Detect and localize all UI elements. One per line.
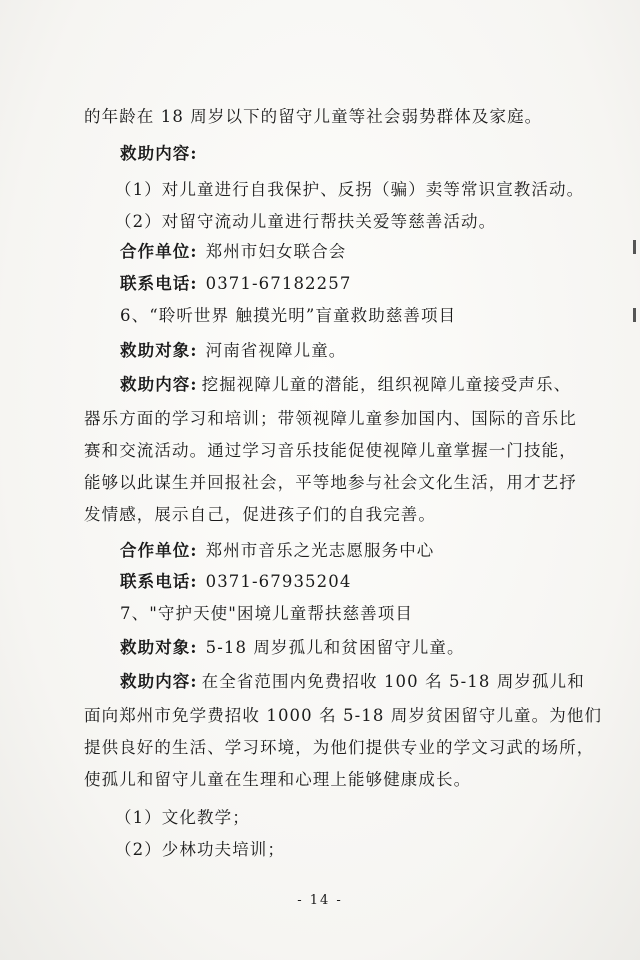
- text-line: 面向郑州市免学费招收 1000 名 5-18 周岁贫困留守儿童。为他们: [84, 706, 603, 725]
- field-label: 救助内容:: [120, 144, 198, 163]
- text-line: 器乐方面的学习和培训；带领视障儿童参加国内、国际的音乐比: [84, 409, 577, 428]
- text-line: 提供良好的生活、学习环境，为他们提供专业的学文习武的场所，: [84, 738, 595, 757]
- section-heading: 6、“聆听世界 触摸光明”盲童救助慈善项目: [120, 306, 457, 325]
- text-line: 的年龄在 18 周岁以下的留守儿童等社会弱势群体及家庭。: [84, 107, 543, 126]
- field-label: 合作单位:: [120, 242, 198, 261]
- text-line: 救助对象: 5-18 周岁孤儿和贫困留守儿童。: [120, 638, 465, 657]
- text-line: 赛和交流活动。通过学习音乐技能促使视障儿童掌握一门技能，: [84, 441, 577, 460]
- field-label: 联系电话:: [120, 274, 198, 293]
- text-line: 合作单位: 郑州市妇女联合会: [120, 242, 347, 261]
- section-heading: 7、"守护天使"困境儿童帮扶慈善项目: [120, 604, 413, 623]
- text-line: 合作单位: 郑州市音乐之光志愿服务中心: [120, 541, 435, 560]
- field-label: 救助对象:: [120, 638, 198, 657]
- field-label: 联系电话:: [120, 572, 198, 591]
- text-line: 使孤儿和留守儿童在生理和心理上能够健康成长。: [84, 770, 472, 789]
- text-line: 联系电话: 0371-67182257: [120, 274, 352, 293]
- text-line: 救助内容: 挖掘视障儿童的潜能，组织视障儿童接受声乐、: [120, 375, 572, 394]
- text-line: （2）对留守流动儿童进行帮扶关爱等慈善活动。: [115, 212, 497, 231]
- text-line: （2）少林功夫培训；: [115, 840, 285, 859]
- page-number: - 14 -: [297, 893, 343, 908]
- text-line: （1）对儿童进行自我保护、反拐（骗）卖等常识宣教活动。: [115, 180, 585, 199]
- text-line: 救助内容: 在全省范围内免费招收 100 名 5-18 周岁孤儿和: [120, 672, 585, 691]
- field-label: 救助内容:: [120, 375, 198, 394]
- text-line: 发情感，展示自己，促进孩子们的自我完善。: [84, 505, 436, 524]
- field-label: 救助内容:: [120, 672, 198, 691]
- text-line: 能够以此谋生并回报社会，平等地参与社会文化生活，用才艺抒: [84, 473, 577, 492]
- text-line: 联系电话: 0371-67935204: [120, 572, 352, 591]
- scan-edge-mark: [633, 308, 636, 322]
- text-line: 救助对象: 河南省视障儿童。: [120, 341, 347, 360]
- text-line: [120, 140, 198, 164]
- field-label: 救助对象:: [120, 341, 198, 360]
- text-line: （1）文化教学；: [115, 808, 250, 827]
- field-label: 合作单位:: [120, 541, 198, 560]
- scan-edge-mark: [633, 240, 636, 254]
